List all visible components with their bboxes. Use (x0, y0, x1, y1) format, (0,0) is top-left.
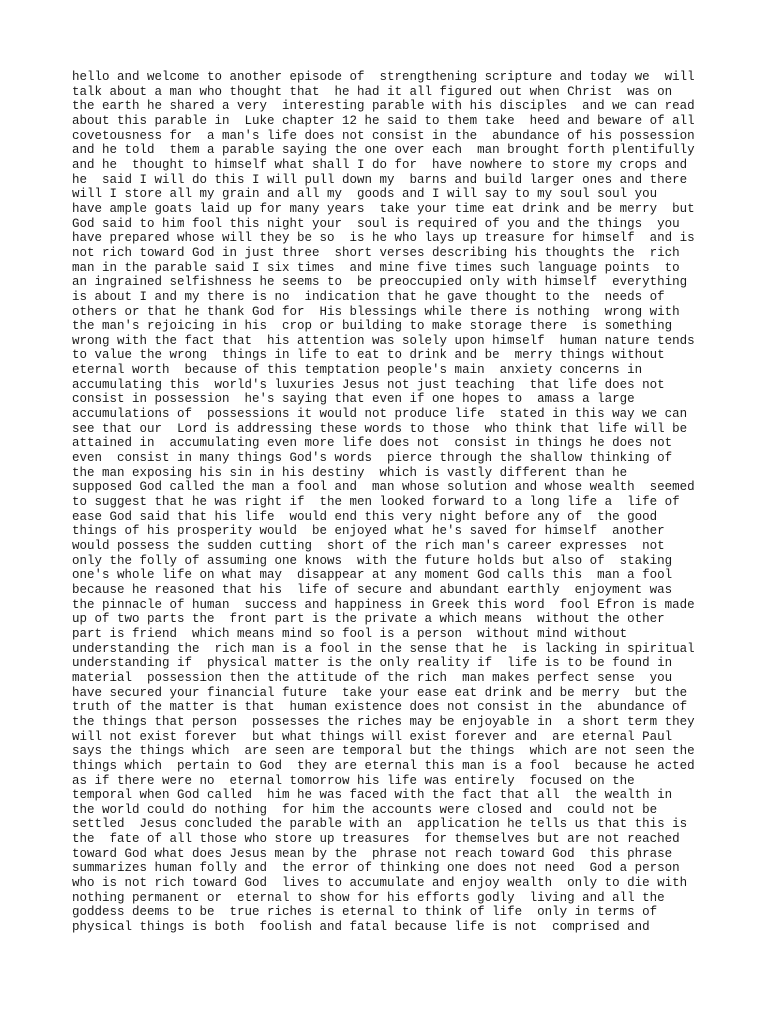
transcript-line: toward God what does Jesus mean by the phrase not reach toward God this phrase (72, 846, 673, 861)
transcript-line: and he thought to himself what shall I do for have nowhere to store my crops and (72, 157, 688, 172)
transcript-line: covetousness for a man's life does not consist in the abundance of his possession (72, 128, 695, 143)
transcript-line: wrong with the fact that his attention was solely upon himself human nature tends (72, 333, 695, 348)
transcript-line: the man exposing his sin in his destiny which is vastly different than he (72, 465, 628, 480)
transcript-line: to value the wrong things in life to eat to drink and be merry things without (72, 348, 665, 363)
transcript-line: the man's rejoicing in his crop or building to make storage there is something (72, 319, 673, 334)
transcript-line: material possession then the attitude of the rich man makes perfect sense you (72, 670, 673, 685)
transcript-line: others or that he thank God for His blessings while there is nothing wrong with (72, 304, 680, 319)
transcript-line: accumulating this world's luxuries Jesus not just teaching that life does not (72, 377, 665, 392)
transcript-line: will I store all my grain and all my goods and I will say to my soul soul you (72, 187, 658, 202)
transcript-line: eternal worth because of this temptation people's main anxiety concerns in (72, 363, 643, 378)
transcript-line: man in the parable said I six times and mine five times such language points to (72, 260, 680, 275)
transcript-line: one's whole life on what may disappear at any moment God calls this man a fool (72, 568, 673, 583)
transcript-line: will not exist forever but what things will exist forever and are eternal Paul (72, 729, 673, 744)
transcript-line: ease God said that his life would end this very night before any of the good (72, 509, 658, 524)
transcript-line: would possess the sudden cutting short of the rich man's career expresses not (72, 539, 665, 553)
transcript-line: goddess deems to be true riches is eternal to think of life only in terms of (72, 905, 658, 920)
transcript-line: up of two parts the front part is the private a which means without the other (72, 612, 665, 627)
transcript-line: the fate of all those who store up treasures for themselves but are not reached (72, 832, 680, 847)
transcript-line: God said to him fool this night your soul is required of you and the things you (72, 216, 680, 231)
transcript-line: things which pertain to God they are eternal this man is a fool because he acted (72, 758, 695, 773)
transcript-line: because he reasoned that his life of secure and abundant earthly enjoyment was (72, 582, 673, 597)
transcript-line: about this parable in Luke chapter 12 he said to them take heed and beware of all (72, 113, 695, 128)
transcript-line: attained in accumulating even more life does not consist in things he does not (72, 436, 673, 451)
transcript-line: accumulations of possessions it would not produce life stated in this way we can (72, 407, 688, 422)
transcript-line: supposed God called the man a fool and man whose solution and whose wealth seemed (72, 480, 695, 495)
transcript-line: as if there were no eternal tomorrow his life was entirely focused on the (72, 773, 635, 788)
transcript-line: nothing permanent or eternal to show for his efforts godly living and all the (72, 890, 665, 905)
transcript-line: hello and welcome to another episode of strengthening scripture and today we will (72, 70, 695, 84)
transcript-line: the earth he shared a very interesting parable with his disciples and we can read (72, 99, 695, 114)
transcript-line: part is friend which means mind so fool is a person without mind without (72, 626, 628, 641)
transcript-line: to suggest that he was right if the men looked forward to a long life a life of (72, 495, 680, 510)
transcript-line: temporal when God called him he was faced with the fact that all the wealth in (72, 788, 673, 803)
transcript-line: and he told them a parable saying the one over each man brought forth plentifully (72, 143, 695, 158)
transcript-line: the pinnacle of human success and happiness in Greek this word fool Efron is made (72, 597, 695, 612)
transcript-line: says the things which are seen are temporal but the things which are not seen the (72, 744, 695, 759)
transcript-line: summarizes human folly and the error of thinking one does not need God a person (72, 861, 680, 876)
transcript-line: the things that person possesses the riches may be enjoyable in a short term they (72, 714, 695, 729)
transcript-text-block (72, 70, 712, 935)
transcript-line: physical things is both foolish and fatal because life is not comprised and (72, 920, 650, 935)
transcript-line: an ingrained selfishness he seems to be preoccupied only with himself everything (72, 275, 688, 290)
transcript-line: understanding if physical matter is the only reality if life is to be found in (72, 656, 673, 671)
transcript-line: have prepared whose will they be so is he who lays up treasure for himself and is (72, 231, 695, 246)
transcript-line: see that our Lord is addressing these words to those who think that life will be (72, 421, 688, 436)
transcript-line: is about I and my there is no indication that he gave thought to the needs of (72, 289, 665, 304)
transcript-line: he said I will do this I will pull down my barns and build larger ones and there (72, 172, 688, 187)
transcript-line: understanding the rich man is a fool in the sense that he is lacking in spiritual (72, 641, 695, 656)
transcript-line: have secured your financial future take your ease eat drink and be merry but the (72, 685, 688, 700)
transcript-line: things of his prosperity would be enjoyed what he's saved for himself another (72, 524, 665, 539)
transcript-line: not rich toward God in just three short verses describing his thoughts the rich (72, 245, 680, 260)
transcript-line: truth of the matter is that human existence does not consist in the abundance of (72, 700, 688, 715)
transcript-line: even consist in many things God's words pierce through the shallow thinking of (72, 451, 673, 466)
transcript-line: the world could do nothing for him the accounts were closed and could not be (72, 802, 658, 817)
transcript-line: who is not rich toward God lives to accumulate and enjoy wealth only to die with (72, 876, 688, 891)
transcript-line: settled Jesus concluded the parable with an application he tells us that this is (72, 817, 688, 832)
transcript-line: talk about a man who thought that he had it all figured out when Christ was on (72, 84, 673, 99)
transcript-line: only the folly of assuming one knows with the future holds but also of staking (72, 553, 673, 568)
transcript-line: consist in possession he's saying that even if one hopes to amass a large (72, 392, 635, 407)
transcript-line: have ample goats laid up for many years take your time eat drink and be merry but (72, 201, 695, 216)
